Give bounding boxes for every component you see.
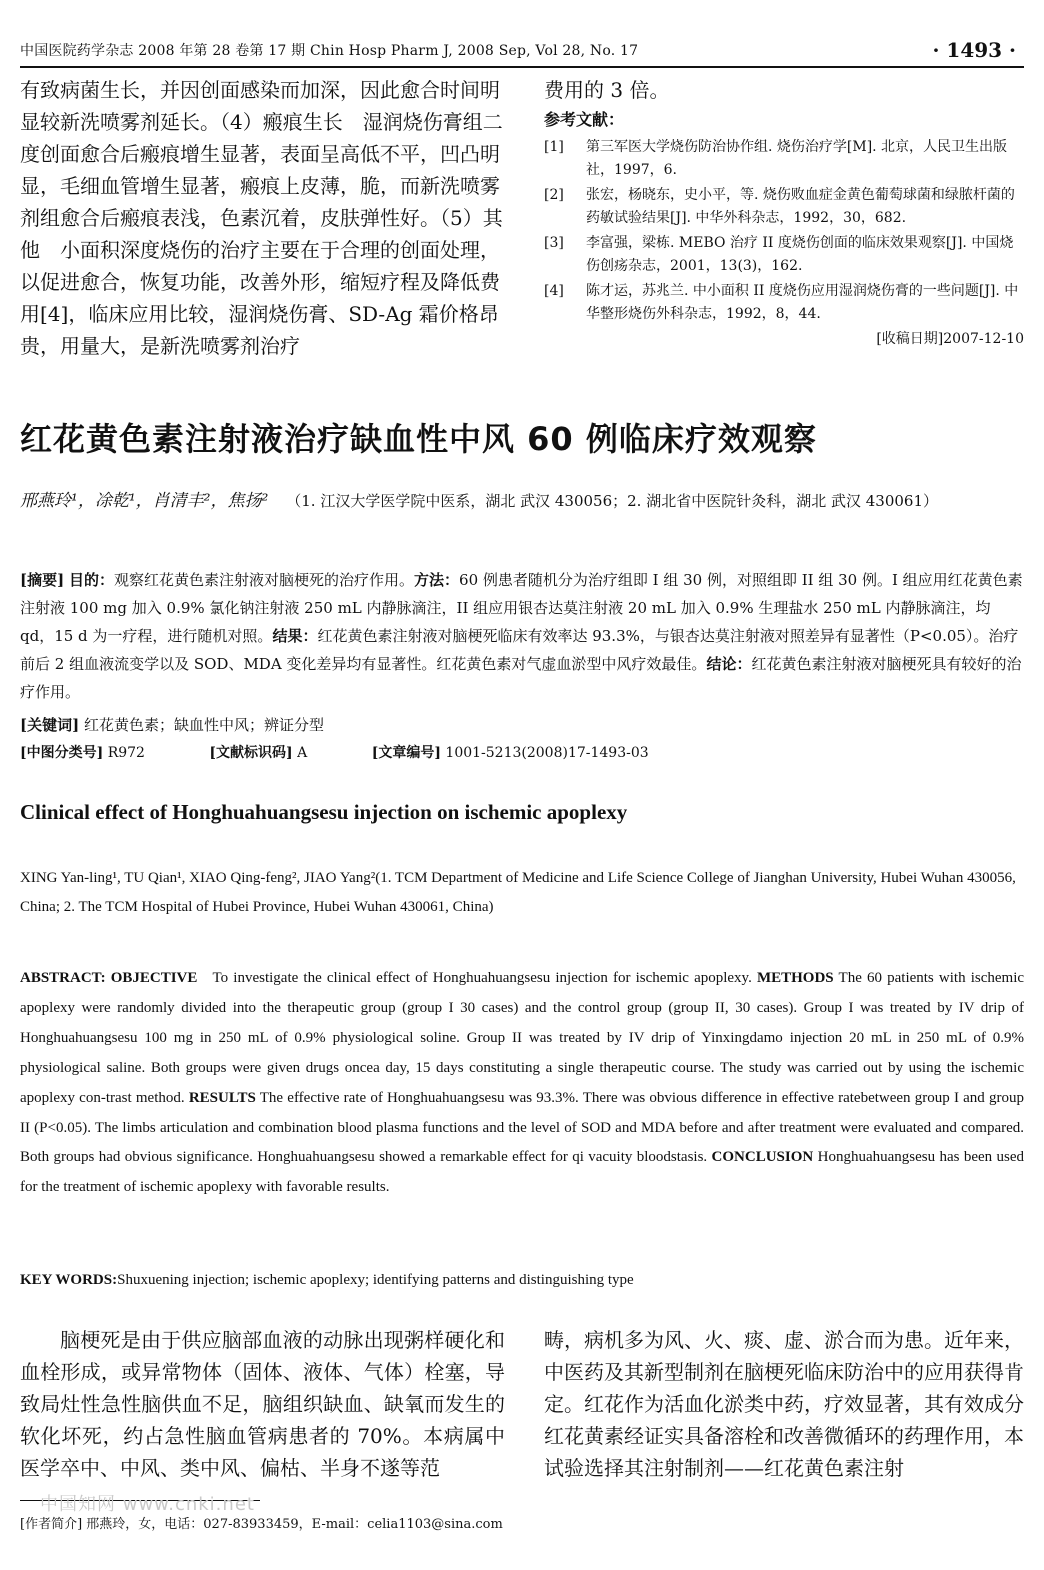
reference-item <box>544 280 1024 326</box>
document-code: [文献标识码] A <box>209 745 308 761</box>
previous-article-continuation: 费用的 3 倍。 <box>544 78 670 102</box>
article-id: [文章编号] 1001-5213(2008)17-1493-03 <box>371 745 649 761</box>
author-names-en: XING Yan-ling¹, TU Qian¹, XIAO Qing-feng², JIAO Yang² <box>20 870 376 886</box>
conclusion-text-cn: 红花黄色素注射液对脑梗死具有较好的治疗作用。 <box>20 655 1022 701</box>
reference-item <box>544 184 1024 230</box>
abstract-cn <box>20 566 1024 706</box>
reference-item <box>544 136 1024 182</box>
cnki-watermark: 中国知网 www.cnki.net <box>40 1494 255 1515</box>
results-label-en: RESULTS <box>188 1089 256 1106</box>
reference-number: [1] <box>544 139 564 155</box>
reference-text: 张宏，杨晓东，史小平，等. 烧伤败血症金黄色葡萄球菌和绿脓杆菌的药敏试验结果[J]. 中华外科杂志，1992，30，682. <box>586 187 1015 226</box>
reference-list <box>544 136 1024 326</box>
objective-text-en: To investigate the clinical effect of Honghuahuangsesu injection for ischemic apoplexy. <box>212 970 752 986</box>
results-text-en: The effective rate of Honghuahuangsesu was 93.3%. There was obvious difference in effective ratebetween group I and group II (P<0.05). The limbs articulation and combination blood plasma functions and the level of SOD and MDA before and after treatment were evaluated and compared. Both groups had obvious significance. Honghuahuangsesu showed a remarkable effect for qi vacuity bloodstasis. <box>20 1089 1024 1166</box>
authors-block-en <box>20 864 1024 922</box>
clc-number: [中图分类号] R972 <box>20 745 145 761</box>
previous-article-right-column <box>544 74 1024 350</box>
conclusion-label-cn: 结论： <box>706 655 752 673</box>
page-number: · 1493 · <box>932 38 1016 62</box>
reference-number: [3] <box>544 235 564 251</box>
objective-label-cn: 目的： <box>68 571 114 589</box>
article-title-en: Clinical effect of Honghuahuangsesu injection on ischemic apoplexy <box>20 800 628 824</box>
affiliation-cn: （1. 江汉大学医学院中医系，湖北 武汉 430056；2. 湖北省中医院针灸科，湖北 武汉 430061） <box>286 492 939 510</box>
keywords-label-en: KEY WORDS: <box>20 1272 118 1288</box>
results-text-cn: 红花黄色素注射液对脑梗死临床有效率达 93.3%，与银杏达莫注射液对照差异有显著性（P<0.05）。治疗前后 2 组血液流变学以及 SOD、MDA 变化差异均有显著性。红花黄色素对气虚血淤型中风疗效最佳。 <box>20 627 1019 673</box>
previous-article-paragraph: 有致病菌生长，并因创面感染而加深，因此愈合时间明显较新洗喷雾剂延长。（4）瘢痕生长 湿润烧伤膏组二度创面愈合后瘢痕增生显著，表面呈高低不平，凹凸明显，毛细血管增生显著，瘢痕上皮薄，脆，而新洗喷雾剂组愈合后瘢痕表浅，色素沉着，皮肤弹性好。（5）其他 小面积深度烧伤的治疗主要在于合理的创面处理，以促进愈合，恢复功能，改善外形，缩短疗程及降低费用[4]，临床应用比较，湿润烧伤膏、SD-Ag 霜价格昂贵，用量大，是新洗喷雾剂治疗 <box>20 78 503 358</box>
affiliation-en: (1. TCM Department of Medicine and Life Science College of Jianghan University, Hubei Wuhan 430056, China; 2. The TCM Hospital of Hubei Province, Hubei Wuhan 430061, China) <box>20 870 1016 915</box>
keywords-label-cn: [关键词] <box>20 716 80 734</box>
body-left-column: 脑梗死是由于供应脑部血液的动脉出现粥样硬化和血栓形成，或异常物体（固体、液体、气体）栓塞，导致局灶性急性脑供血不足，脑组织缺血、缺氧而发生的软化坏死，约占急性脑血管病患者的 70%。本病属中医学卒中、中风、类中风、偏枯、半身不遂等范 <box>20 1328 505 1480</box>
author-names-cn: 邢燕玲¹，凃乾¹，肖清丰²，焦扬² <box>20 491 269 511</box>
reference-number: [2] <box>544 187 564 203</box>
methods-label-cn: 方法： <box>414 571 460 589</box>
methods-label-en: METHODS <box>756 970 834 986</box>
methods-text-cn: 60 例患者随机分为治疗组即 I 组 30 例，对照组即 II 组 30 例。I 组应用红花黄色素注射液 100 mg 加入 0.9% 氯化钠注射液 250 mL 内静脉滴注，II 组应用银杏达莫注射液 20 mL 加入 0.9% 生理盐水 250 mL 内静脉滴注，均 qd，15 d 为一疗程，进行随机对照。 <box>20 571 1023 645</box>
results-label-cn: 结果： <box>272 627 318 645</box>
references-heading: 参考文献： <box>544 110 625 129</box>
keywords-text-cn: 红花黄色素；缺血性中风；辨证分型 <box>83 716 324 734</box>
running-header <box>20 38 1024 68</box>
abstract-label-cn: [摘要] <box>20 571 65 589</box>
author-footnote: [作者简介] 邢燕玲，女，电话：027-83933459，E-mail：celia1103@sina.com <box>20 1517 503 1532</box>
authors-block-cn <box>20 486 1024 516</box>
received-date: [收稿日期]2007-12-10 <box>876 331 1024 347</box>
journal-citation: 中国医院药学杂志 2008 年第 28 卷第 17 期 Chin Hosp Pharm J, 2008 Sep, Vol 28, No. 17 <box>20 43 639 59</box>
conclusion-label-en: CONCLUSION <box>711 1149 814 1166</box>
keywords-cn <box>20 712 1024 738</box>
body-right-column: 畴，病机多为风、火、痰、虚、淤合而为患。近年来，中医药及其新型制剂在脑梗死临床防治中的应用获得肯定。红花作为活血化淤类中药，疗效显著，其有效成分红花黄素经证实具备溶栓和改善微循环的药理作用，本试验选择其注射制剂——红花黄色素注射 <box>544 1328 1024 1480</box>
objective-text-cn: 观察红花黄色素注射液对脑梗死的治疗作用。 <box>114 571 415 589</box>
conclusion-text-en: Honghuahuangsesu has been used for the treatment of ischemic apoplexy with favorable results. <box>20 1149 1024 1196</box>
abstract-en <box>20 964 1024 1203</box>
previous-article-left-column <box>20 74 505 362</box>
methods-text-en: The 60 patients with ischemic apoplexy were randomly divided into the therapeutic group (group I 30 cases) and the control group (group II, 30 cases). Group I was treated by IV drip of Honghuahuangsesu 100 mg in 250 mL of 0.9% physiological soline. Group II was treated by IV drip of Yinxingdamo injection 20 mL in 250 mL of 0.9% physiological saline. Both groups were given drugs oncea day, 15 days constituting a single therapeutic course. The study was carried out by using the ischemic apoplexy con-trast method. <box>20 970 1025 1106</box>
article-title-cn: 红花黄色素注射液治疗缺血性中风 60 例临床疗效观察 <box>20 420 817 458</box>
keywords-text-en: Shuxuening injection; ischemic apoplexy; identifying patterns and distinguishing type <box>117 1272 634 1288</box>
reference-text: 李富强，梁栋. MEBO 治疗 II 度烧伤创面的临床效果观察[J]. 中国烧伤创疡杂志，2001，13(3)，162. <box>586 235 1014 274</box>
reference-text: 第三军医大学烧伤防治协作组. 烧伤治疗学[M]. 北京，人民卫生出版社，1997，6. <box>586 139 1008 178</box>
reference-text: 陈才运，苏兆兰. 中小面积 II 度烧伤应用湿润烧伤膏的一些问题[J]. 中华整形烧伤外科杂志，1992，8，44. <box>586 283 1019 322</box>
classification-line <box>20 740 1024 766</box>
keywords-en <box>20 1266 1024 1294</box>
reference-item <box>544 232 1024 278</box>
abstract-label-en: ABSTRACT: OBJECTIVE <box>20 970 198 986</box>
reference-number: [4] <box>544 283 564 299</box>
